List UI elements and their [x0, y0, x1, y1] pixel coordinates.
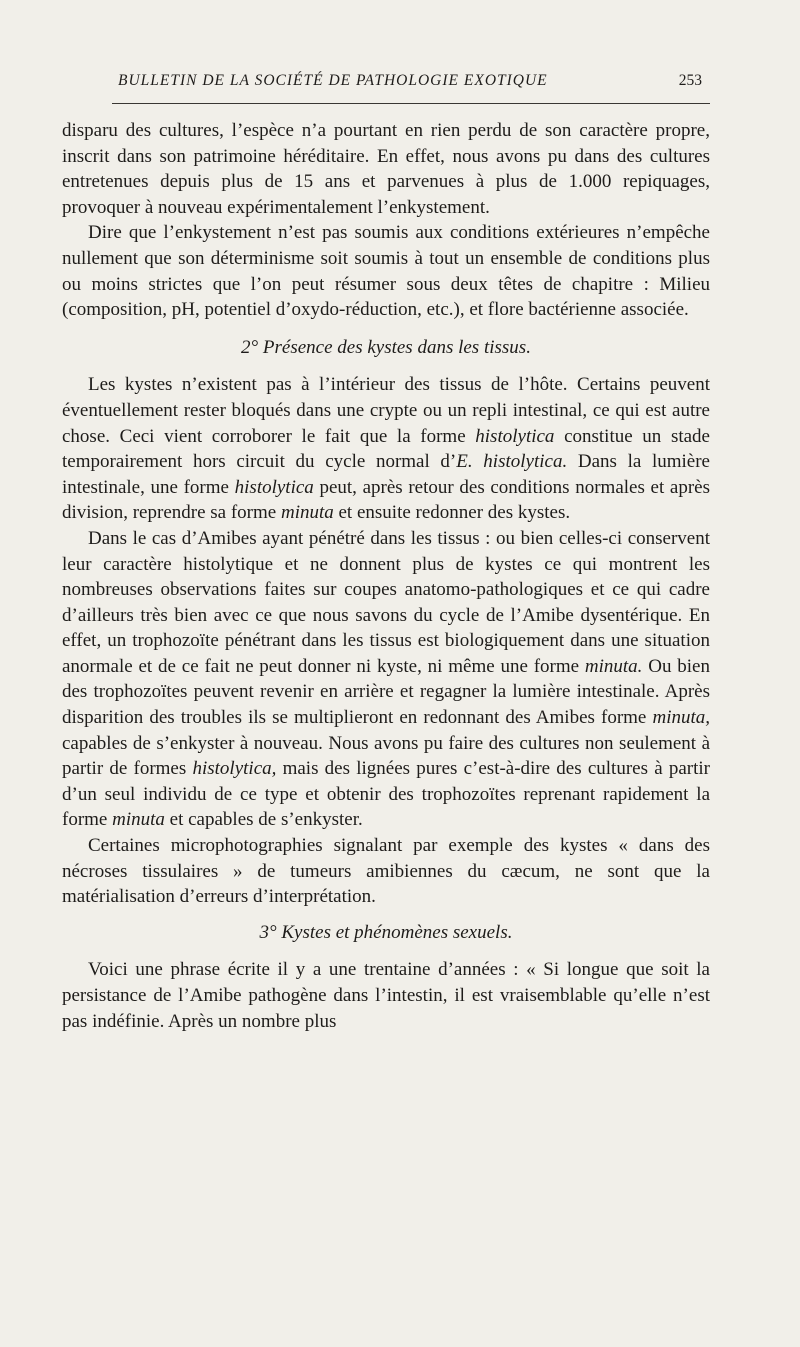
paragraph — [62, 118, 710, 220]
text-run: disparu des cultures, l’espèce n’a pourtant en rien perdu de son caractère propre, inscrit dans son patrimoine héréditaire. En effet, nous avons pu dans des cultures entretenues depuis plus de 15 ans et parvenues à plus de 1.000 repiquages, provoquer à nouveau expérimentalement l’enkystement. — [62, 120, 710, 218]
paragraph — [62, 526, 710, 833]
page-number: 253 — [678, 72, 702, 89]
italic-term: minuta, — [652, 707, 710, 729]
paragraph — [62, 220, 710, 322]
text-run: mais des lignées pures c’est-à-dire des cultures à partir d’un seul individu de ce type et obtenir des trophozoïtes reprenant rapidement la forme — [62, 758, 710, 831]
text-run: Les kystes n’existent pas à l’intérieur des tissus de l’hôte. Certains peuvent éventuellement rester bloqués dans une crypte ou un repli intestinal, ce qui est autre chose. Ceci vient corroborer le fait que la forme — [62, 374, 710, 447]
article-body — [62, 118, 710, 1034]
italic-term: histolytica — [475, 425, 555, 447]
text-run: Dans le cas d’Amibes ayant pénétré dans les tissus : ou bien celles-ci conservent leur caractère histolytique et ne donnent plus de kystes ce qui montrent les nombreuses observations faites sur coupes anatomo-pathologiques et ce qui cadre d’ailleurs très bien avec ce que nous savons du cycle de l’Amibe dysentérique. En effet, un trophozoïte pénétrant dans les tissus est biologiquement dans une situation anormale et de ce fait ne peut donner ni kyste, ni même une forme — [62, 527, 710, 677]
text-run: constitue un stade temporairement hors circuit du cycle normal d’ — [62, 425, 710, 473]
italic-term: E. histolytica. — [456, 451, 568, 473]
text-run: 2° Présence des kystes dans les tissus. — [241, 336, 531, 358]
text-run: Certaines microphotographies signalant par exemple des kystes « dans des nécroses tissulaires » de tumeurs amibiennes du cæcum, ne sont que la matérialisation d’erreurs d’interprétation. — [62, 835, 710, 908]
italic-term: minuta — [280, 502, 334, 524]
section-heading — [62, 910, 710, 958]
text-run: Dans la lumière intestinale, une forme — [62, 451, 710, 498]
text-run: et ensuite redonner des kystes. — [333, 502, 571, 524]
text-run: Ou bien des trophozoïtes peuvent revenir en arrière et regagner la lumière intestinale. Après disparition des troubles ils se multiplieront en redonnant des Amibes forme — [62, 655, 710, 729]
paragraph — [62, 372, 710, 526]
paragraph — [62, 833, 710, 910]
italic-term: minuta — [112, 809, 165, 831]
text-run: capables de s’enkyster à nouveau. Nous avons pu faire des cultures non seulement à partir de formes — [62, 732, 710, 780]
text-run: et capables de s’enkyster. — [164, 809, 363, 831]
italic-term: histolytica, — [192, 758, 277, 780]
running-header — [112, 72, 710, 94]
text-run: Voici une phrase écrite il y a une trentaine d’années : « Si longue que soit la persistance de l’Amibe pathogène dans l’intestin, il est vraisemblable qu’elle n’est pas indéfinie. Après un nombre plus — [62, 959, 710, 1032]
running-title: BULLETIN DE LA SOCIÉTÉ DE PATHOLOGIE EXOTIQUE — [118, 72, 548, 89]
header-rule — [112, 103, 710, 104]
italic-term: histolytica — [234, 476, 314, 498]
paragraph — [62, 957, 710, 1034]
text-run: 3° Kystes et phénomènes sexuels. — [259, 921, 513, 943]
italic-term: minuta. — [584, 655, 643, 677]
section-heading — [62, 323, 710, 373]
text-run: peut, après retour des conditions normales et après division, reprendre sa forme — [62, 476, 710, 524]
text-run: Dire que l’enkystement n’est pas soumis aux conditions extérieures n’empêche nullement que son déterminisme soit soumis à tout un ensemble de conditions plus ou moins strictes que l’on peut résumer sous deux têtes de chapitre : Milieu (composition, pH, potentiel d’oxydo-réduction, etc.), et flore bactérienne associée. — [62, 222, 710, 321]
